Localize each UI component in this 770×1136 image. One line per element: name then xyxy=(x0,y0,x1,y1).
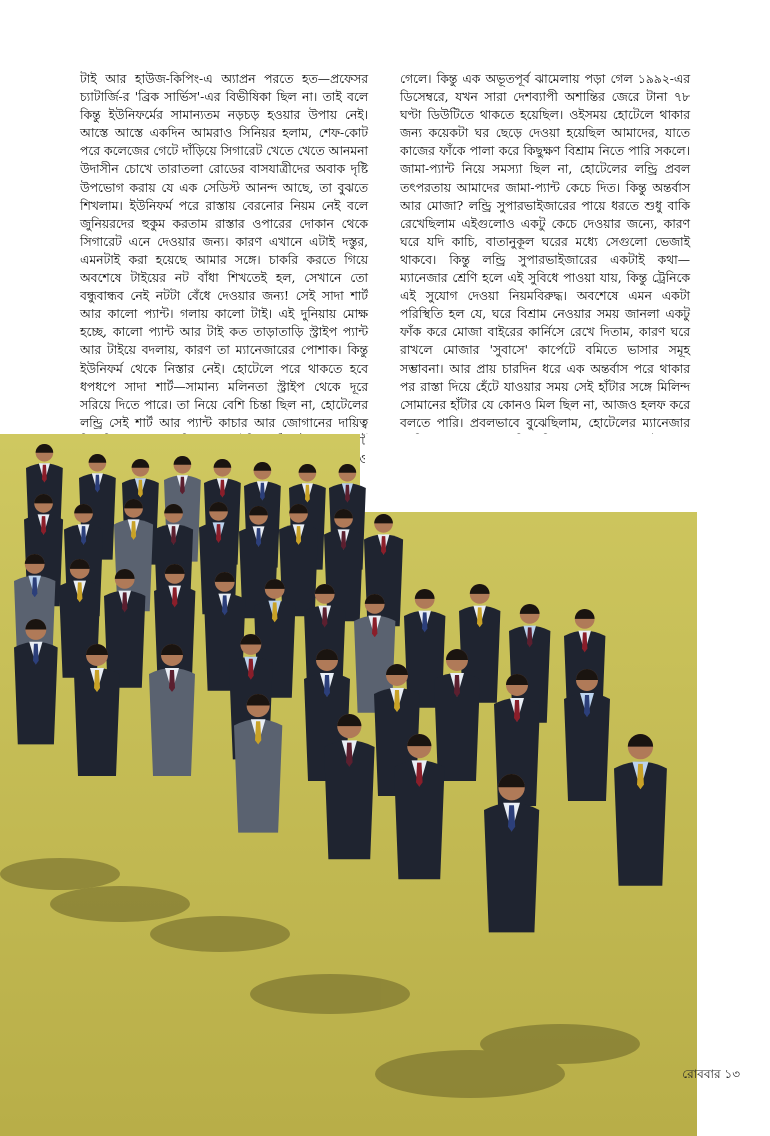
person-tie xyxy=(171,526,176,545)
person-tie xyxy=(260,483,265,501)
page-folio: রোববার ১৩ xyxy=(682,1067,740,1081)
person-tie xyxy=(272,602,277,622)
person-tie xyxy=(77,582,82,602)
person-tie xyxy=(305,485,310,503)
person-tie xyxy=(381,536,386,555)
person-tie xyxy=(220,480,225,498)
article-paragraph: গেলে। কিন্তু এক অভূতপূর্ব ঝামেলায় পড়া গেল ১৯৯২-এর ডিসেম্বরে, যখন সারা দেশব্যাপী অশান্তির জেরে টানা ৭৮ ঘণ্টা ডিউটিতে থাকতে হয়েছিল। ওইসময় হোটেলে থাকার জন্য কয়েকটা ঘর ছেড়ে দেওয়া হয়েছিল আমাদের, যাতে কাজের ফাঁকে পালা করে কিছুক্ষণ বিশ্রাম নিতে পারি সকলে। জামা-প্যান্ট নিয়ে সমস্যা ছিল না, হোটেলের লন্ড্রি প্রবল তৎপরতায় আমাদের জামা-প্যান্ট কেচে দিত। কিন্তু অন্তর্বাস আর মোজা? লন্ড্রি সুপারভাইজারের পায়ে ধরতে শুধু বাকি রেখেছিলাম এইগুলোও একটু কেচে দেওয়ার জন্যে, কারণ ঘরে যদি কাচি, বাতানুকূল ঘরের মধ্যে সেগুলো ভেজাই থাকবে। কিন্তু লন্ড্রি সুপারভাইজারের একটাই কথা—ম্যানেজার শ্রেণি হলে এই সুবিধে পাওয়া যায়, কিন্তু ট্রেনিকে এই সুযোগ দেওয়া নিয়মবিরুদ্ধ। অবশেষে এমন একটা পরিস্থিতি হল যে, ঘরে বিশ্রাম নেওয়ার সময় জানলা একটু ফাঁক করে মোজা বাইরের কার্নিসে রেখে দিতাম, কারণ ঘরে রাখলে মোজার 'সুবাসে' কার্পেটে বমিতে ভাসার সমূহ সম্ভাবনা। আর প্রায় চারদিন ধরে এক অন্তর্বাস পরে থাকার পর রাস্তা দিয়ে হেঁটে যাওয়ার সময় সেই হাঁটার সঙ্গে মিলিন্দ সোমানের হাঁটার যে কোনও মিল ছিল না, আজও হলফ করে বলতে পারি। প্রবলভাবে বুঝেছিলাম, হোটেলের ম্যানেজার xyxy=(400,72,690,430)
person-tie xyxy=(256,528,261,547)
person-tie xyxy=(216,524,221,543)
person-tie xyxy=(477,607,482,627)
person-tie xyxy=(582,632,587,652)
person-tie xyxy=(94,670,100,692)
group-photo xyxy=(0,434,697,1136)
person-tie xyxy=(346,743,353,767)
person-tie xyxy=(324,675,330,697)
person-tie xyxy=(172,587,177,607)
group-photo-illustration xyxy=(0,434,697,1136)
person-tie xyxy=(296,526,301,545)
person-tie xyxy=(41,516,46,535)
person-tie xyxy=(138,480,143,498)
person-tie xyxy=(422,612,427,632)
person-tie xyxy=(454,675,460,697)
person-tie xyxy=(81,526,86,545)
person-tie xyxy=(341,531,346,550)
person-tie xyxy=(637,764,644,789)
person-tie xyxy=(322,607,327,627)
person-tie xyxy=(372,617,377,637)
person-tie xyxy=(169,670,175,692)
person-tie xyxy=(222,595,227,615)
person-tie xyxy=(255,721,261,744)
person-tie xyxy=(131,521,136,540)
person-tie xyxy=(416,763,423,787)
person-tie xyxy=(508,805,515,831)
person-tie xyxy=(394,690,400,712)
article-left-column xyxy=(80,70,368,486)
article-paragraph: টাই আর হাউজ-কিপিং-এ অ্যাপ্রন পরতে হত—প্রফেসর চ্যাটার্জি-র 'ব্রিক সার্ভিস'-এর বিভীষিকা ছিল না। তাই বলে কিন্তু ইউনিফর্মের সামান্যতম নড়চড় হওয়ার উপায় নেই। আস্তে আস্তে একদিন আমরাও সিনিয়র হলাম, শেফ-কোট পরে কলেজের গেটে দাঁড়িয়ে সিগারেট খেতে খেতে আনমনা উদাসীন চোখে তারাতলা রোডের বাসযাত্রীদের অবাক দৃষ্টি উপভোগ করায় যে এক সেডিস্ট আনন্দ আছে, তা বুঝতে শিখলাম। ইউনিফর্ম পরে রাস্তায় বেরনোর নিয়ম নেই বলে জুনিয়রদের হুকুম করতাম রাস্তার ওপারের দোকান থেকে সিগারেট এনে দেওয়ার জন্য। কারণ এখানে এটাই দস্তুর, এমনটাই করা হয়েছে আমার সঙ্গে। চাকরি করতে গিয়ে অবশেষে টাইয়ের নট বাঁধা শিখতেই হল, সেখানে তো বন্ধুবান্ধব নেই নটটা বেঁধে দেওয়ার জন্য! সেই সাদা শার্ট আর কালো প্যান্ট। গলায় কালো টাই। এই দুনিয়ায় মোক্ষ হচ্ছে, কালো প্যান্ট আর টাই কত তাড়াতাড়ি স্ট্রাইপ প্যান্ট আর টাইয়ে বদলায়, কারণ তা ম্যানেজারের পোশাক। কিন্তু ইউনিফর্ম থেকে নিস্তার নেই। হোটেলে পরে থাকতে হবে ধপধপে সাদা শার্ট—সামান্য মলিনতা স্ট্রাইপ থেকে দূরে সরিয়ে দিতে পারে। তা নিয়ে বেশি চিন্তা ছিল না, হোটেলের লন্ড্রি সেই শার্ট আর প্যান্ট কাচার আর জোগানের দায়িত্ব xyxy=(80,72,368,430)
person-tie xyxy=(122,592,127,612)
person-tie xyxy=(95,475,100,493)
person-tie xyxy=(32,577,37,597)
person-tie xyxy=(248,659,254,680)
person-tie xyxy=(180,477,185,495)
person-tie xyxy=(584,695,590,717)
person-tie xyxy=(345,485,350,503)
person-tie xyxy=(527,627,532,647)
person-tie xyxy=(33,644,39,665)
person-tie xyxy=(514,700,520,722)
person-tie xyxy=(42,465,47,483)
